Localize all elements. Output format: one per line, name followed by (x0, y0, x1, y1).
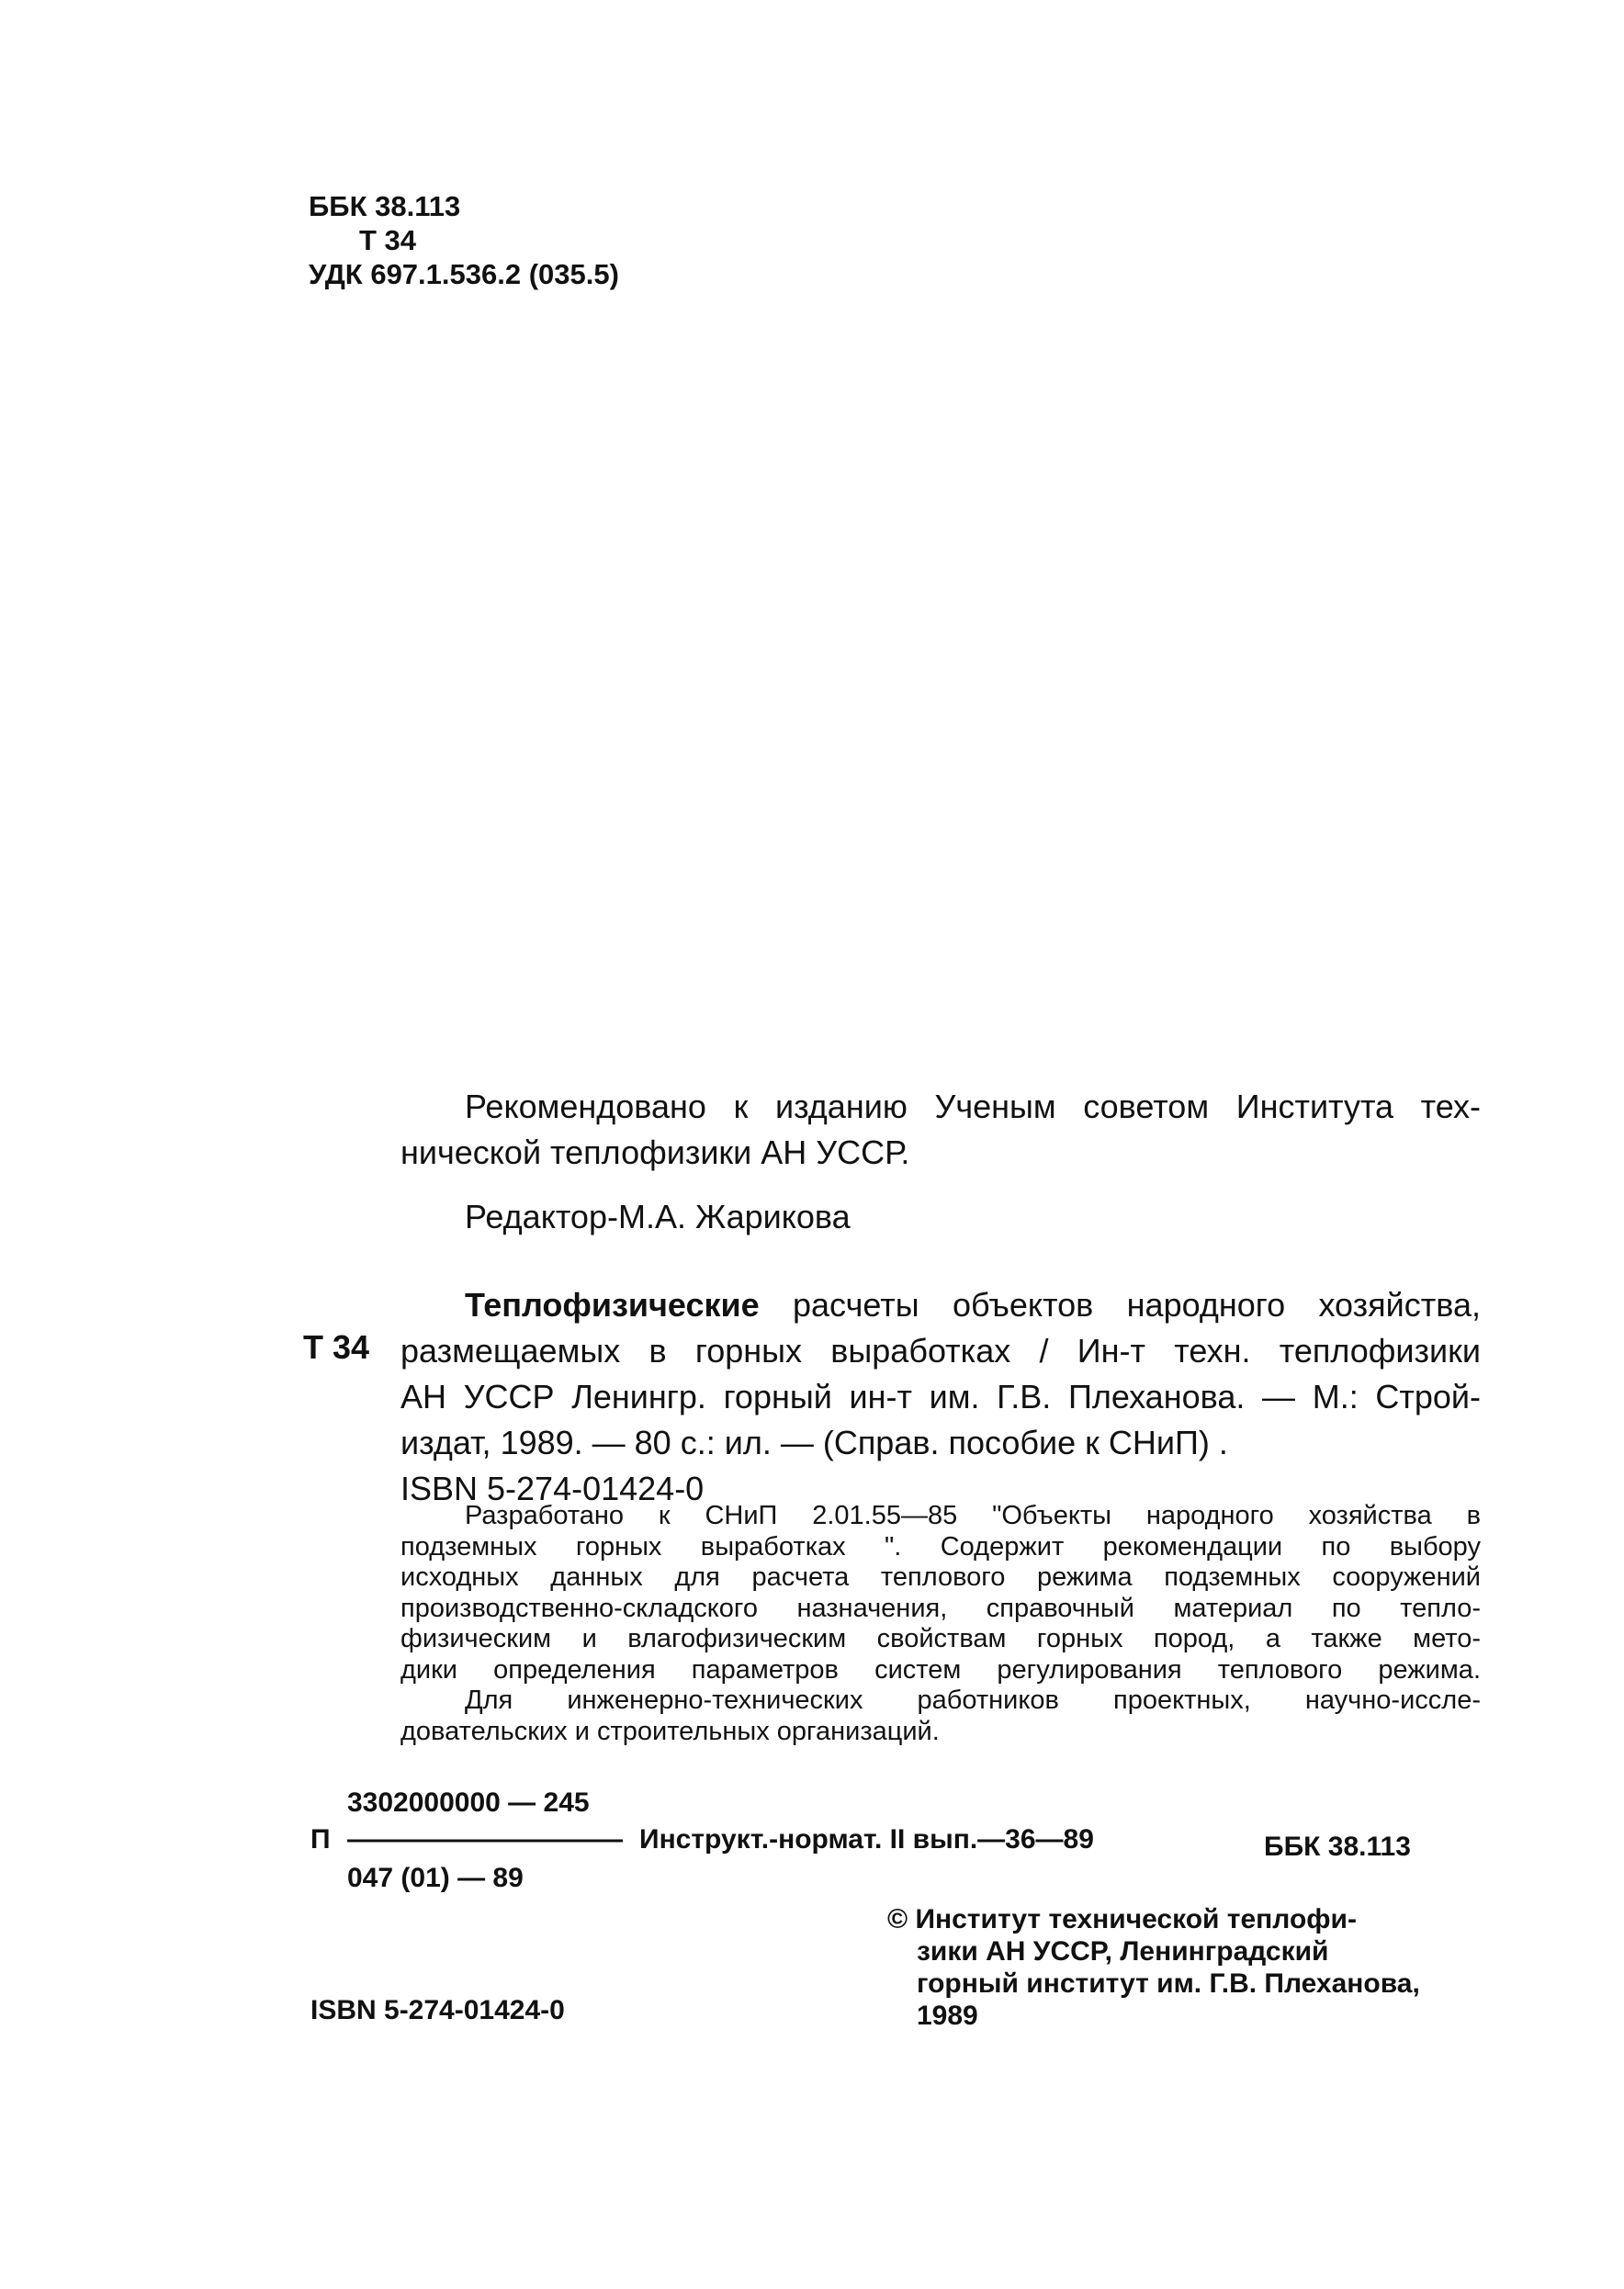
book-title: Теплофизические (465, 1286, 760, 1324)
code-letter: П (310, 1824, 331, 1855)
code-numerator: 3302000000 — 245 (347, 1787, 590, 1818)
udk-code: УДК 697.1.536.2 (035.5) (309, 258, 619, 290)
audience-line-1: Для инженерно-технических работников проектных, научно-иссле- (465, 1686, 1481, 1715)
copyright-line-2: зики АН УССР, Ленинградский (917, 1936, 1329, 1967)
bibliographic-record (400, 1282, 1481, 1512)
annotation-line-1: Разработано к СНиП 2.01.55—85 "Объекты народного хозяйства в (465, 1501, 1481, 1530)
recommendation-line-1: Рекомендовано к изданию Ученым советом Института тех- (465, 1088, 1481, 1125)
author-mark: Т 34 (359, 224, 417, 256)
annotation-line-6: дики определения параметров систем регулирования теплового режима. (400, 1654, 1481, 1685)
annotation (400, 1501, 1481, 1747)
copyright-line-1: © Институт технической теплофи- (887, 1904, 1357, 1934)
annotation-line-2: подземных горных выработках ". Содержит рекомендации по выбору (400, 1531, 1481, 1562)
code-fraction-line: —————————— (347, 1824, 623, 1855)
copyright-line-3: горный институт им. Г.В. Плеханова, (917, 1968, 1420, 1999)
classification-block (309, 189, 619, 291)
recommendation-line-2: нической теплофизики АН УССР. (400, 1133, 910, 1171)
bibliography-line-4: издат, 1989. — 80 с.: ил. — (Справ. пособие к СНиП) . (400, 1424, 1228, 1461)
annotation-line-4: производственно-складского назначения, справочный материал по тепло- (400, 1593, 1481, 1623)
bibliography-line-1 (400, 1282, 1481, 1328)
bibliography-line-2: размещаемых в горных выработках / Ин-т техн. теплофизики (400, 1332, 1481, 1370)
annotation-line-5: физическим и влагофизическим свойствам горных пород, а также мето- (400, 1624, 1481, 1653)
bbk-code: ББК 38.113 (309, 190, 461, 222)
bibliography-mark: Т 34 (303, 1328, 370, 1366)
bibliography-isbn: ISBN 5-274-01424-0 (400, 1470, 705, 1507)
code-bbk: ББК 38.113 (1264, 1832, 1411, 1862)
copyright-line-4: 1989 (917, 2001, 978, 2031)
code-instruction: Инструкт.-нормат. II вып.—36—89 (639, 1824, 1094, 1855)
annotation-line-3: исходных данных для расчета теплового режима подземных сооружений (400, 1562, 1481, 1592)
isbn-bottom: ISBN 5-274-01424-0 (310, 1995, 565, 2025)
recommendation-text (400, 1084, 1481, 1176)
bibliography-line-1-rest: расчеты объектов народного хозяйства, (759, 1286, 1481, 1324)
code-denominator: 047 (01) — 89 (347, 1863, 524, 1893)
bibliography-line-3: АН УССР Ленингр. горный ин-т им. Г.В. Плеханова. — М.: Строй- (400, 1378, 1481, 1415)
audience-line-2: довательских и строительных организаций. (400, 1716, 940, 1746)
editor-line: Редактор-М.А. Жарикова (465, 1198, 851, 1235)
copyright-block (887, 1903, 1420, 2032)
